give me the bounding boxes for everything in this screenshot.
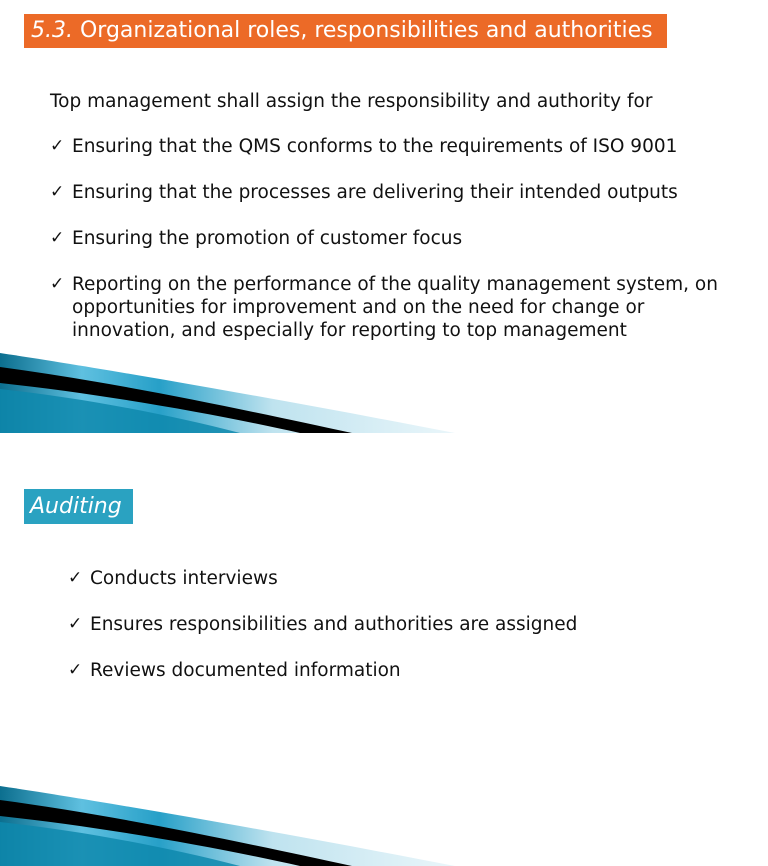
bullet-text: Ensuring that the processes are delivering their intended outputs bbox=[72, 182, 678, 203]
bullet-item bbox=[68, 659, 668, 682]
bullet-text: Ensuring the promotion of customer focus bbox=[72, 228, 463, 249]
checkmark-icon: ✓ bbox=[50, 182, 65, 202]
decorative-swoosh bbox=[0, 353, 768, 433]
bullet-text: Ensures responsibilities and authorities are assigned bbox=[90, 614, 578, 635]
bullet-item bbox=[50, 135, 740, 158]
checkmark-icon: ✓ bbox=[50, 274, 65, 294]
intro-text: Top management shall assign the responsibility and authority for bbox=[50, 91, 653, 112]
slide-auditing bbox=[0, 433, 768, 866]
bullet-item bbox=[50, 181, 740, 204]
bullet-text: Ensuring that the QMS conforms to the requirements of ISO 9001 bbox=[72, 136, 678, 157]
checkmark-icon: ✓ bbox=[68, 660, 83, 680]
bullet-item bbox=[50, 273, 740, 342]
bullet-text: Reporting on the performance of the quality management system, on opportunities for improvement and on the need for change or innovation, and especially for reporting to top management bbox=[72, 274, 718, 341]
bullet-list bbox=[68, 567, 668, 705]
checkmark-icon: ✓ bbox=[50, 136, 65, 156]
checkmark-icon: ✓ bbox=[50, 228, 65, 248]
bullet-item bbox=[68, 567, 668, 590]
bullet-list bbox=[50, 135, 740, 365]
title-text: Auditing bbox=[30, 494, 122, 519]
bullet-item bbox=[50, 227, 740, 250]
slide-title bbox=[24, 489, 133, 524]
section-number: 5.3. bbox=[31, 18, 73, 43]
decorative-swoosh bbox=[0, 786, 768, 866]
title-text: Organizational roles, responsibilities and authorities bbox=[79, 18, 653, 43]
bullet-item bbox=[68, 613, 668, 636]
checkmark-icon: ✓ bbox=[68, 568, 83, 588]
bullet-text: Conducts interviews bbox=[90, 568, 278, 589]
bullet-text: Reviews documented information bbox=[90, 660, 401, 681]
slide-title bbox=[24, 14, 667, 48]
checkmark-icon: ✓ bbox=[68, 614, 83, 634]
